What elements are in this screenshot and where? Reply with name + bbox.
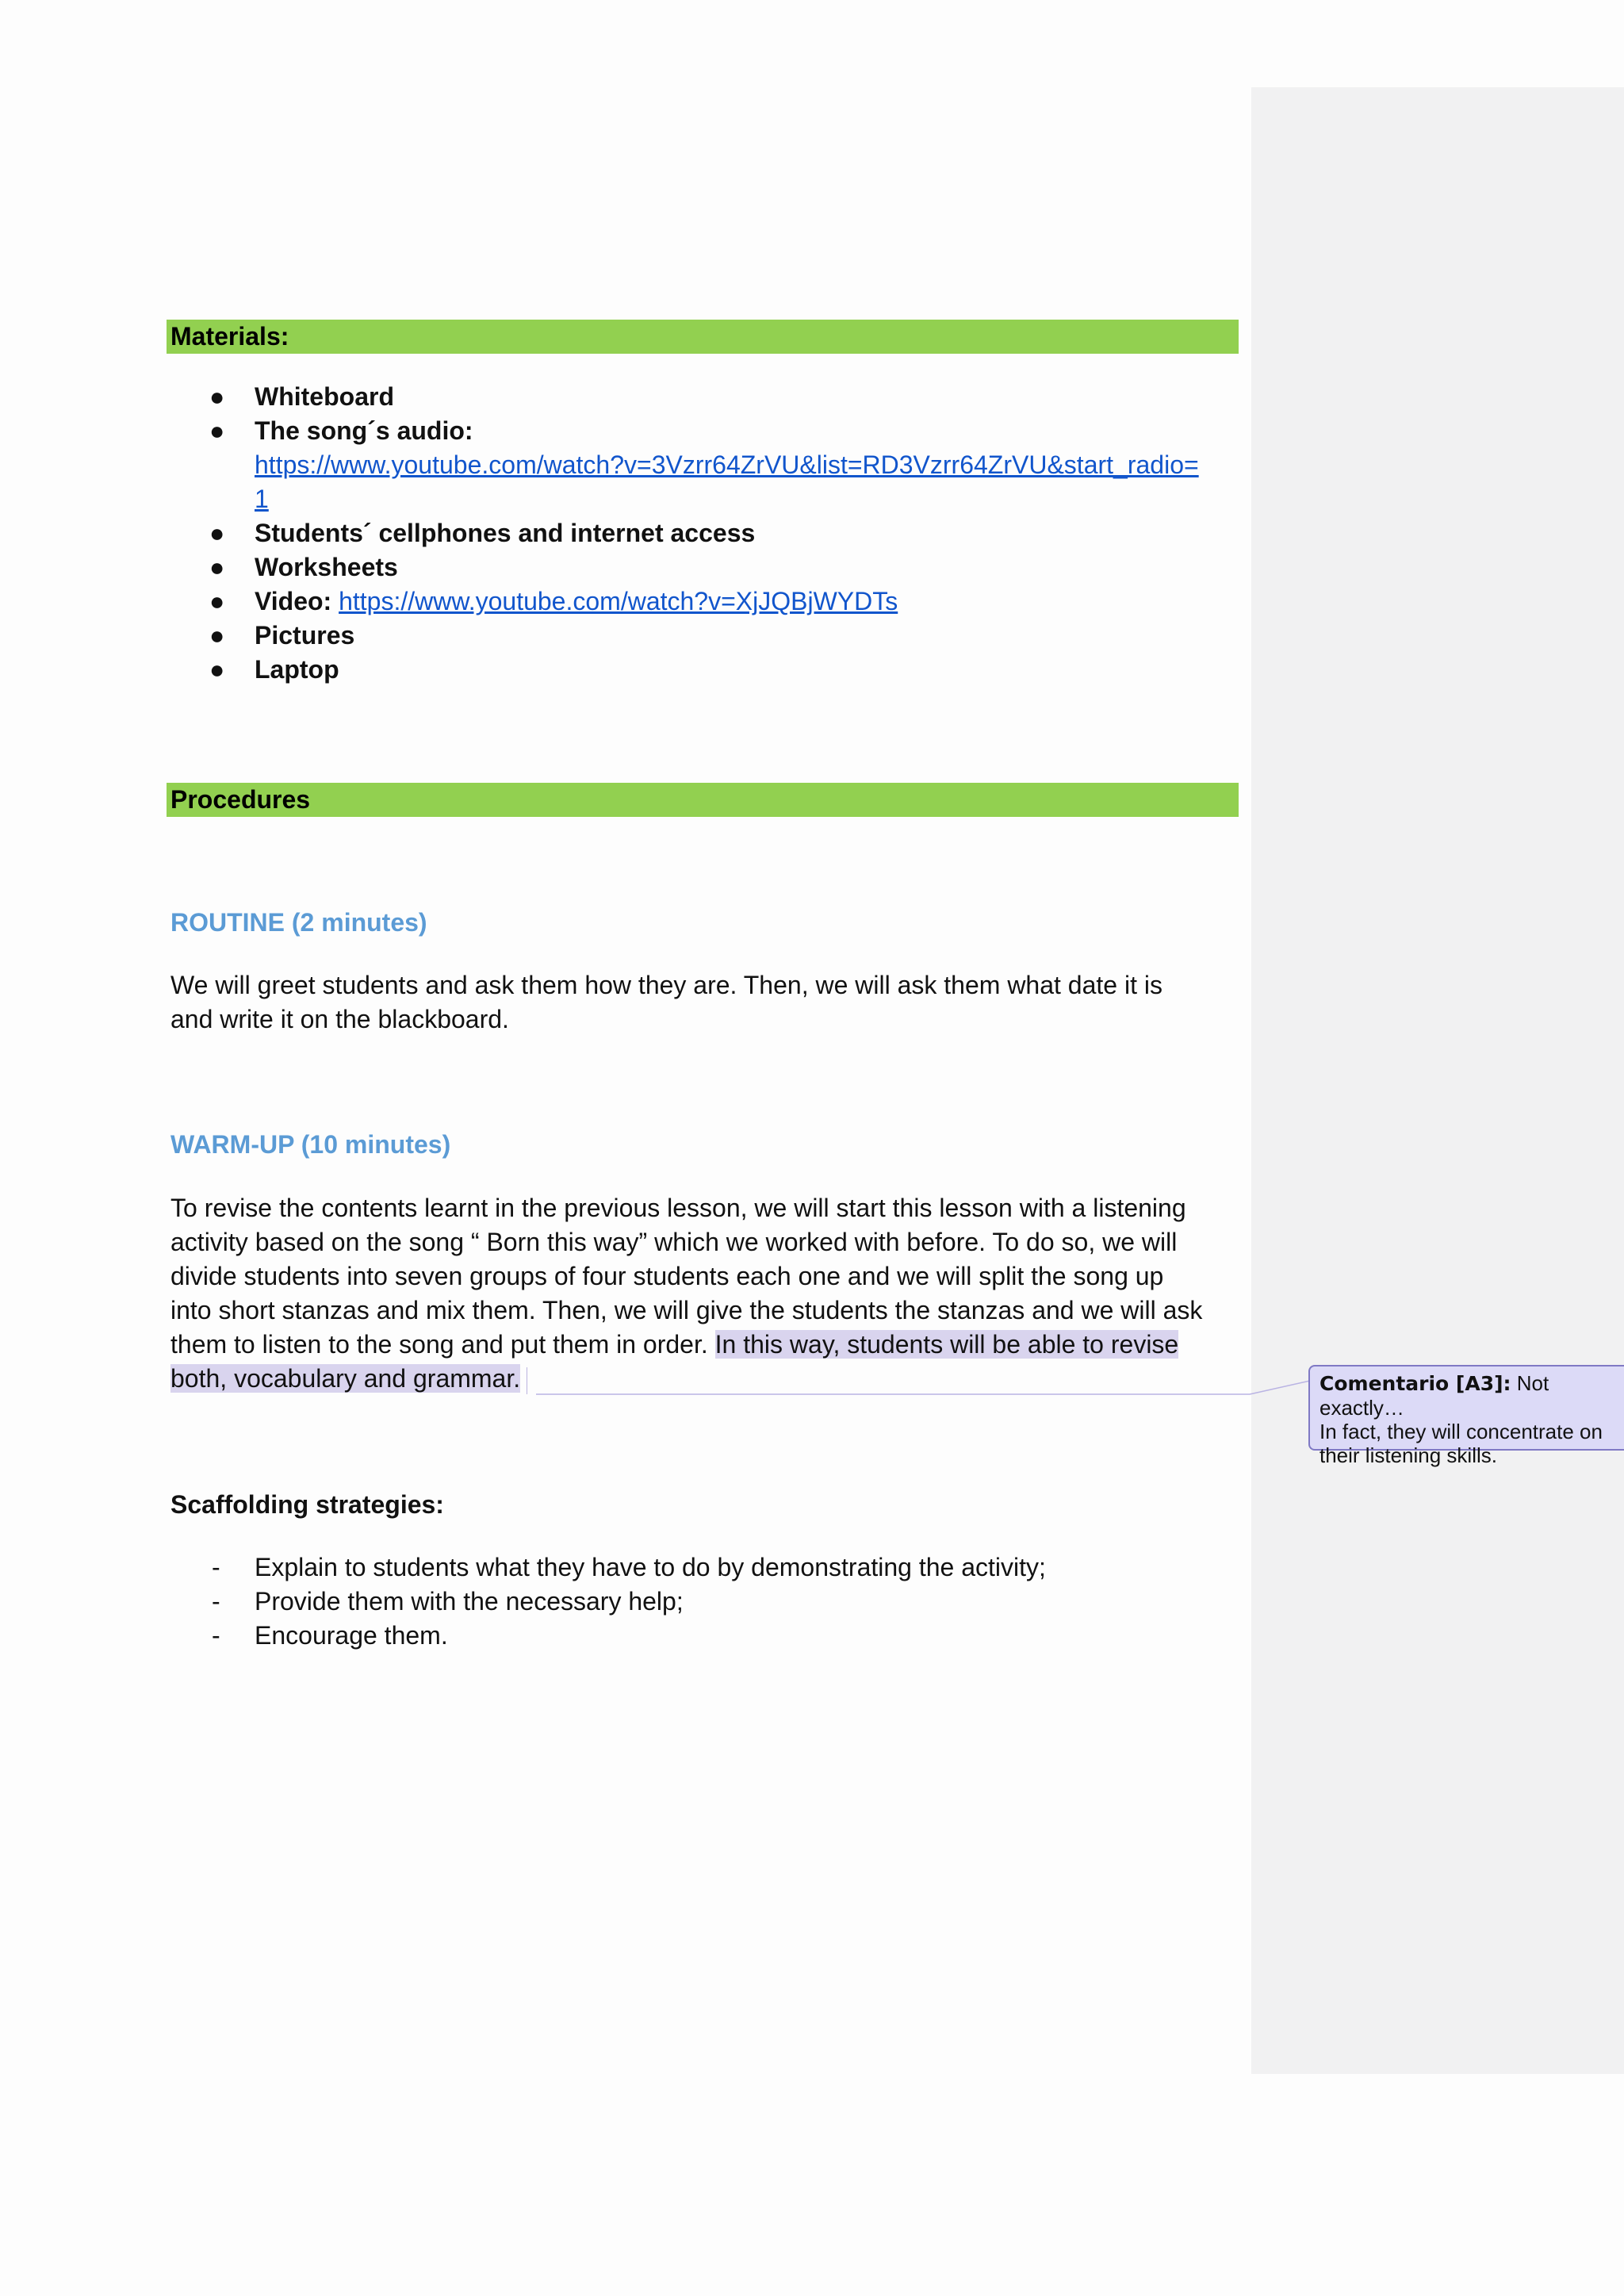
dash-marker: - — [212, 1621, 220, 1650]
material-label: The song´s audio: — [255, 416, 473, 445]
scaffolding-heading: Scaffolding strategies: — [170, 1490, 444, 1519]
materials-heading: Materials: — [167, 320, 1239, 354]
video-link[interactable]: https://www.youtube.com/watch?v=XjJQBjWYDTs — [339, 587, 898, 615]
song-audio-link[interactable]: https://www.youtube.com/watch?v=3Vzrr64ZrVU&list=RD3Vzrr64ZrVU&start_radio= — [255, 450, 1199, 479]
strategy-text: Provide them with the necessary help; — [255, 1587, 684, 1616]
material-label: Worksheets — [255, 553, 398, 581]
dash-marker: - — [212, 1553, 220, 1581]
warmup-line: To revise the contents learnt in the previous lesson, we will start this lesson with a listening — [170, 1194, 1186, 1222]
bullet-marker: ● — [209, 382, 225, 411]
bullet-marker: ● — [209, 416, 225, 445]
warmup-heading: WARM-UP (10 minutes) — [170, 1130, 451, 1159]
routine-heading: ROUTINE (2 minutes) — [170, 908, 427, 937]
material-label: Whiteboard — [255, 382, 394, 411]
bullet-marker: ● — [209, 519, 225, 547]
comment-balloon[interactable] — [1308, 1365, 1624, 1467]
strategy-text: Encourage them. — [255, 1621, 448, 1650]
comment-author: Comentario [A3]: — [1320, 1372, 1511, 1395]
material-label: Pictures — [255, 621, 355, 650]
bullet-marker: ● — [209, 655, 225, 684]
bullet-marker: ● — [209, 621, 225, 650]
bullet-marker: ● — [209, 587, 225, 615]
dash-marker: - — [212, 1587, 220, 1616]
song-audio-link-continued[interactable]: 1 — [255, 485, 269, 513]
bullet-marker: ● — [209, 553, 225, 581]
list-item — [167, 1550, 1245, 1585]
commented-text[interactable]: both, vocabulary and grammar. — [170, 1364, 521, 1393]
comment-text: In fact, they will concentrate on — [1320, 1420, 1603, 1443]
material-label: Laptop — [255, 655, 339, 684]
routine-line: and write it on the blackboard. — [170, 1005, 509, 1033]
commented-text[interactable]: In this way, students will be able to revise — [714, 1330, 1179, 1359]
warmup-line: them to listen to the song and put them in order. — [170, 1330, 715, 1359]
list-item — [167, 1585, 1245, 1619]
warmup-line: divide students into seven groups of four students each one and we will split the song up — [170, 1262, 1164, 1290]
comment-text: their listening skills. — [1320, 1443, 1497, 1467]
material-label: Video: — [255, 587, 332, 615]
list-item — [167, 1619, 1245, 1653]
procedures-heading: Procedures — [167, 783, 1239, 817]
warmup-line: into short stanzas and mix them. Then, we will give the students the stanzas and we will ask — [170, 1296, 1203, 1324]
comment-text: Not exactly… — [1320, 1371, 1549, 1420]
routine-line: We will greet students and ask them how they are. Then, we will ask them what date it is — [170, 971, 1162, 999]
material-label: Students´ cellphones and internet access — [255, 519, 756, 547]
scaffolding-list — [167, 1550, 1245, 1653]
warmup-line: activity based on the song “ Born this way” which we worked with before. To do so, we will — [170, 1228, 1178, 1256]
strategy-text: Explain to students what they have to do by demonstrating the activity; — [255, 1553, 1046, 1581]
